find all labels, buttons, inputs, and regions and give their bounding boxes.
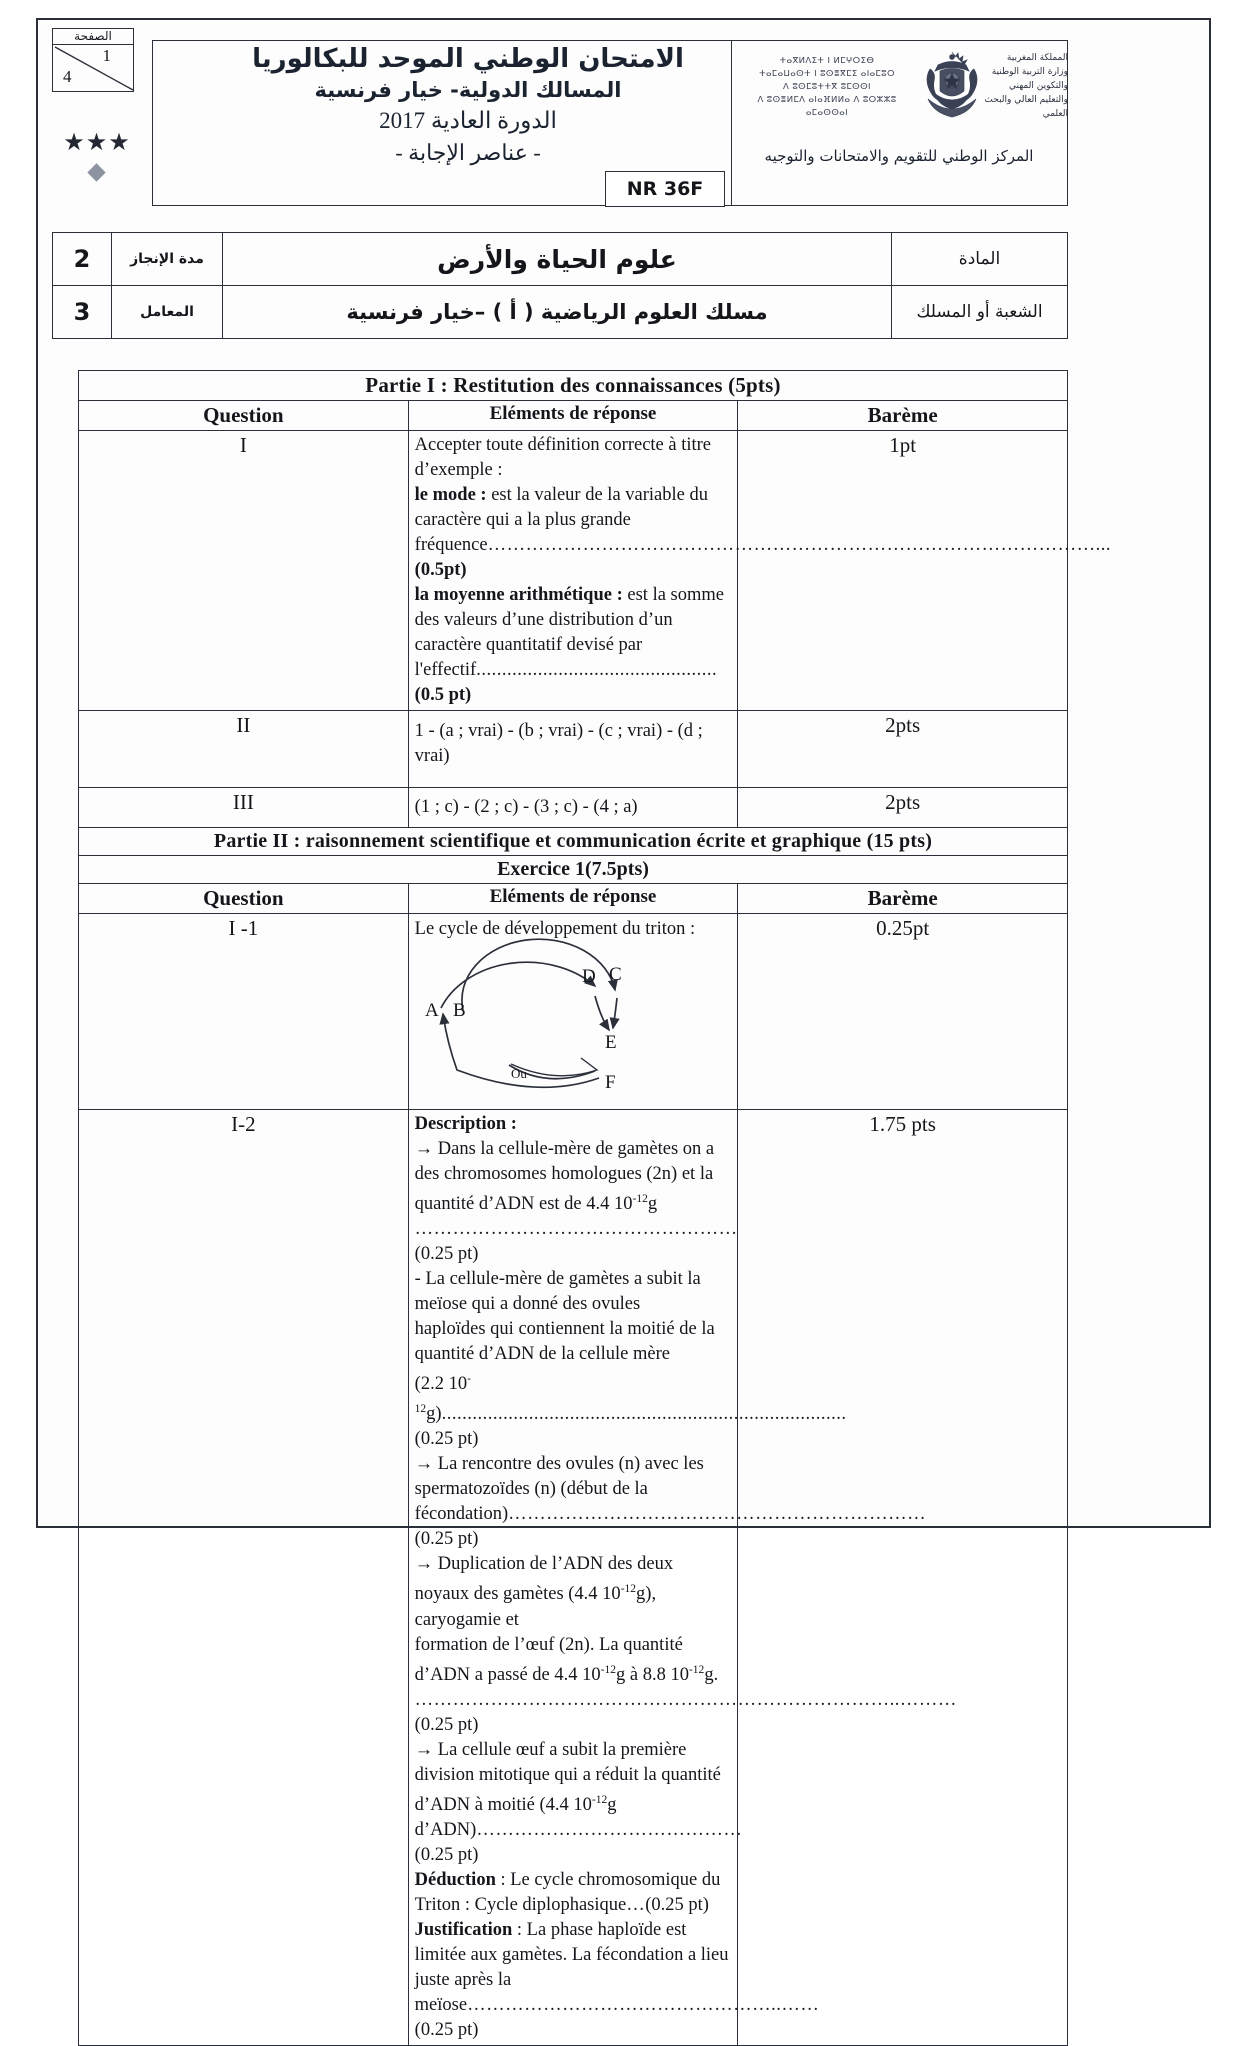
answer-line [415, 1633, 732, 1688]
header-elements-2: Eléments de réponse [408, 884, 738, 914]
ministry-arabic-text [982, 51, 1068, 121]
exam-title-block [213, 43, 723, 169]
stars-mark: ★★★ [63, 128, 131, 156]
cycle-label-D: D [582, 966, 597, 987]
answer-line [415, 1552, 732, 1632]
nr-code-box: NR 36F [605, 171, 725, 207]
question-id-II: II [79, 711, 409, 788]
tifinagh-line-4: ⴷ ⵓⵙⴻⵍⵎⴷ ⴰⵏⴰⴼⵍⵍⴰ ⴷ ⵓⵔⵣⵣⵓ ⴰⵎⴰⵙⵙⴰⵏ [757, 95, 897, 118]
exponent: -12 [600, 1663, 616, 1676]
partie1-title: Partie I : Restitution des connaissances (5pts) [79, 371, 1068, 401]
answer-key-table [78, 370, 1111, 2046]
cycle-label-A: A [425, 1000, 440, 1021]
answer-line [414, 1367, 847, 1452]
tifinagh-ministry-text [738, 55, 916, 120]
subject-value: علوم الحياة والأرض [223, 233, 892, 286]
answer-elements-line: - عناصر الإجابة - [395, 140, 541, 165]
header-question: Question [79, 401, 409, 431]
answer-text: fréquence [414, 535, 488, 555]
answer-line [414, 1688, 957, 1738]
bareme-I-2: 1.75 pts [738, 1110, 1068, 2046]
ministry-block [731, 41, 1069, 205]
partie1-header-row [79, 371, 1068, 401]
answer-text: caractère quantitatif devisé par l'effectif [414, 635, 643, 680]
dot-leader: …………………………………… [476, 1819, 743, 1840]
answer-line [414, 1788, 743, 1868]
term-moyenne: la moyenne arithmétique : [414, 585, 623, 605]
cycle-label-F: F [605, 1072, 616, 1093]
answer-text: : Le cycle chromosomique du Triton : Cycle diplophasique [414, 1869, 721, 1915]
answer-tail-2: g. [704, 1664, 719, 1685]
answer-line: → La cellule œuf a subit la première division mitotique qui a réduit la quantité [414, 1739, 721, 1785]
answer-text: : La phase haploïde est limitée aux gamètes. La fécondation a lieu [414, 1919, 729, 1965]
answer-line: → La rencontre des ovules (n) avec les spermatozoïdes (n) (début de la [414, 1454, 704, 1500]
exercice1-header-row [79, 856, 1068, 884]
subject-label: المادة [892, 233, 1068, 286]
duration-label: مدة الإنجاز [112, 233, 223, 286]
answer-line [414, 1968, 820, 2043]
ministry-line-3: والتكوين المهني [1009, 81, 1068, 91]
exam-page [36, 18, 1211, 2040]
answer-text: → Duplication de l’ADN des deux noyaux des gamètes (4.4 10 [414, 1554, 674, 1605]
answer-line: Accepter toute définition correcte à titre d’exemple : [414, 435, 712, 480]
answer-text: d’ADN à moitié (4.4 10 [414, 1794, 592, 1815]
exercice1-title: Exercice 1(7.5pts) [79, 856, 1068, 884]
exponent: -12 [414, 1373, 471, 1416]
answer-body-II: 1 - (a ; vrai) - (b ; vrai) - (c ; vrai) - (d ; vrai) [408, 711, 738, 788]
dot-leader: ............................................................................... [441, 1404, 847, 1425]
bareme-I-1: 0.25pt [738, 914, 1068, 1110]
answer-line: - La cellule-mère de gamètes a subit la meïose qui a donné des ovules [414, 1269, 701, 1315]
answer-tail: g) [426, 1404, 442, 1425]
document-header [46, 26, 1068, 231]
page-total: 4 [63, 67, 72, 86]
answer-line: haploïdes qui contiennent la moitié de la quantité d’ADN de la cellule mère [414, 1319, 715, 1365]
cycle-label-C: C [609, 964, 622, 985]
points-value: (0.25 pt) [414, 2019, 479, 2040]
answer-line [415, 1868, 732, 1918]
ministry-line-2: وزارة التربية الوطنية [991, 67, 1068, 77]
answer-line [414, 533, 1111, 583]
table-row [79, 711, 1068, 788]
label-justification: Justification [414, 1919, 513, 1940]
partie2-header-row [79, 828, 1068, 856]
exponent-2: -12 [688, 1663, 705, 1676]
header-question-2: Question [79, 884, 409, 914]
dot-leader: ……… [508, 1504, 566, 1525]
dot-leader: ............................................... [476, 660, 718, 680]
stream-value: مسلك العلوم الرياضية ( أ ) –خيار فرنسية [223, 286, 892, 339]
header-bareme-2: Barème [738, 884, 1068, 914]
answer-line [415, 633, 732, 708]
dot-leader-2: ………………………………………………… [565, 1504, 927, 1525]
term-mode-def: est la valeur de la variable du caractère qui a la plus grande [414, 485, 708, 530]
answer-text: fécondation) [414, 1504, 509, 1525]
diamond-mark [87, 163, 105, 181]
label-deduction: Déduction [414, 1869, 496, 1890]
table-row [79, 1110, 1068, 2046]
exam-session-line: الدورة العادية 2017 [379, 108, 557, 133]
answer-tail: g à 8.8 10 [616, 1664, 689, 1685]
column-header-row [79, 401, 1068, 431]
answer-tail: g [647, 1194, 658, 1215]
stream-label: الشعبة أو المسلك [892, 286, 1068, 339]
cycle-caption: Le cycle de développement du triton : [414, 919, 696, 939]
points-value: (0.5 pt) [414, 685, 472, 705]
bareme-II: 2pts [738, 711, 1068, 788]
dot-leader: … [626, 1894, 646, 1915]
tifinagh-line-3: ⴷ ⵓⵙⵎⵓⵜⵜⴳ ⵓⵎⵙⵙⵏ [783, 82, 871, 92]
exponent: -12 [620, 1583, 637, 1596]
answer-text: formation de l’œuf (2n). La quantité d’ADN a passé de 4.4 10 [414, 1634, 683, 1685]
header-frame [152, 40, 1068, 206]
answer-line [415, 483, 732, 533]
coefficient-value: 3 [53, 286, 112, 339]
answer-line [415, 1112, 732, 1137]
exam-title-line2: المسالك الدولية- خيار فرنسية [314, 78, 622, 102]
table-row [79, 788, 1068, 828]
cycle-label-E: E [605, 1032, 617, 1053]
page-current: 1 [102, 46, 111, 65]
exponent: -12 [591, 1793, 608, 1806]
table-row [53, 233, 1068, 286]
ministry-line-1: المملكة المغربية [1006, 53, 1068, 63]
exponent: -12 [632, 1193, 648, 1205]
centre-name: المركز الوطني للتقويم والامتحانات والتوجيه [764, 147, 1034, 165]
bareme-III: 2pts [738, 788, 1068, 828]
label-description: Description : [414, 1114, 517, 1134]
answer-tail: g d’ADN) [414, 1794, 617, 1840]
header-bareme: Barème [738, 401, 1068, 431]
coefficient-label: المعامل [112, 286, 223, 339]
subject-info-table [52, 232, 1068, 339]
answer-tail: g), caryogamie et [414, 1584, 657, 1630]
answer-body-I-1 [408, 914, 738, 1110]
tifinagh-line-2: ⵜⴰⵎⴰⵡⴰⵙⵜ ⵏ ⵓⵙⴻⴳⵎⵉ ⴰⵏⴰⵎⵓⵔ [759, 69, 895, 79]
cycle-label-B: B [453, 1000, 466, 1021]
points-value: (0.25 pt) [414, 1429, 479, 1450]
dot-leader: ……………………………………………………………………………………... [487, 535, 1111, 555]
points-value: (0.25 pt) [414, 1844, 479, 1865]
points-value: (0.5pt) [414, 560, 467, 580]
question-id-III: III [79, 788, 409, 828]
answer-line: → Dans la cellule-mère de gamètes on a des chromosomes homologues (2n) et la [414, 1139, 715, 1184]
dot-leader: …………………………………………..…… [467, 1994, 820, 2015]
points-value: (0.25 pt) [645, 1894, 709, 1915]
answer-text: (2.2 10 [414, 1374, 468, 1395]
table-row [79, 914, 1068, 1110]
points-value: (0.25 pt) [414, 1529, 479, 1550]
answer-line [415, 583, 732, 633]
page-number-box [52, 28, 134, 92]
exam-title-line1: الامتحان الوطني الموحد للبكالوريا [252, 44, 684, 74]
triton-cycle-diagram [419, 928, 719, 1104]
term-mode: le mode : [414, 485, 487, 505]
question-id-I-1: I -1 [79, 914, 409, 1110]
ministry-line-4: والتعليم العالي والبحث العلمي [984, 95, 1068, 119]
cycle-diagram-svg [419, 928, 719, 1104]
bareme-I: 1pt [738, 431, 1068, 711]
answer-line [414, 1502, 927, 1552]
header-elements: Eléments de réponse [408, 401, 738, 431]
dot-leader: …………………………………………… [414, 1219, 738, 1240]
partie2-title: Partie II : raisonnement scientifique et communication écrite et graphique (15 pts) [79, 828, 1068, 856]
coat-of-arms-icon [918, 49, 986, 119]
term-moyenne-def: est la somme des valeurs d’une distribution d’un [414, 585, 724, 630]
points-value: (0.25 pt) [414, 1714, 479, 1735]
answer-text: quantité d’ADN est de 4.4 10 [414, 1194, 633, 1215]
answer-line [415, 1918, 732, 1968]
question-id-I-2: I-2 [79, 1110, 409, 2046]
page-label: الصفحة [53, 29, 133, 45]
column-header-row-2 [79, 884, 1068, 914]
table-row [53, 286, 1068, 339]
answer-text: juste après la meïose [414, 1969, 512, 2015]
tifinagh-line-1: ⵜⴰⴳⵍⴷⵉⵜ ⵏ ⵍⵎⵖⵔⵉⴱ [779, 56, 875, 66]
table-row [79, 431, 1068, 711]
question-id-I: I [79, 431, 409, 711]
cycle-label-ou: Ou [511, 1066, 528, 1081]
answer-line [414, 1187, 738, 1267]
dot-leader: …………………………………………………………………..……… [414, 1689, 957, 1710]
duration-value: 2 [53, 233, 112, 286]
answer-body-III: (1 ; c) - (2 ; c) - (3 ; c) - (4 ; a) [408, 788, 738, 828]
points-value: (0.25 pt) [414, 1244, 479, 1265]
